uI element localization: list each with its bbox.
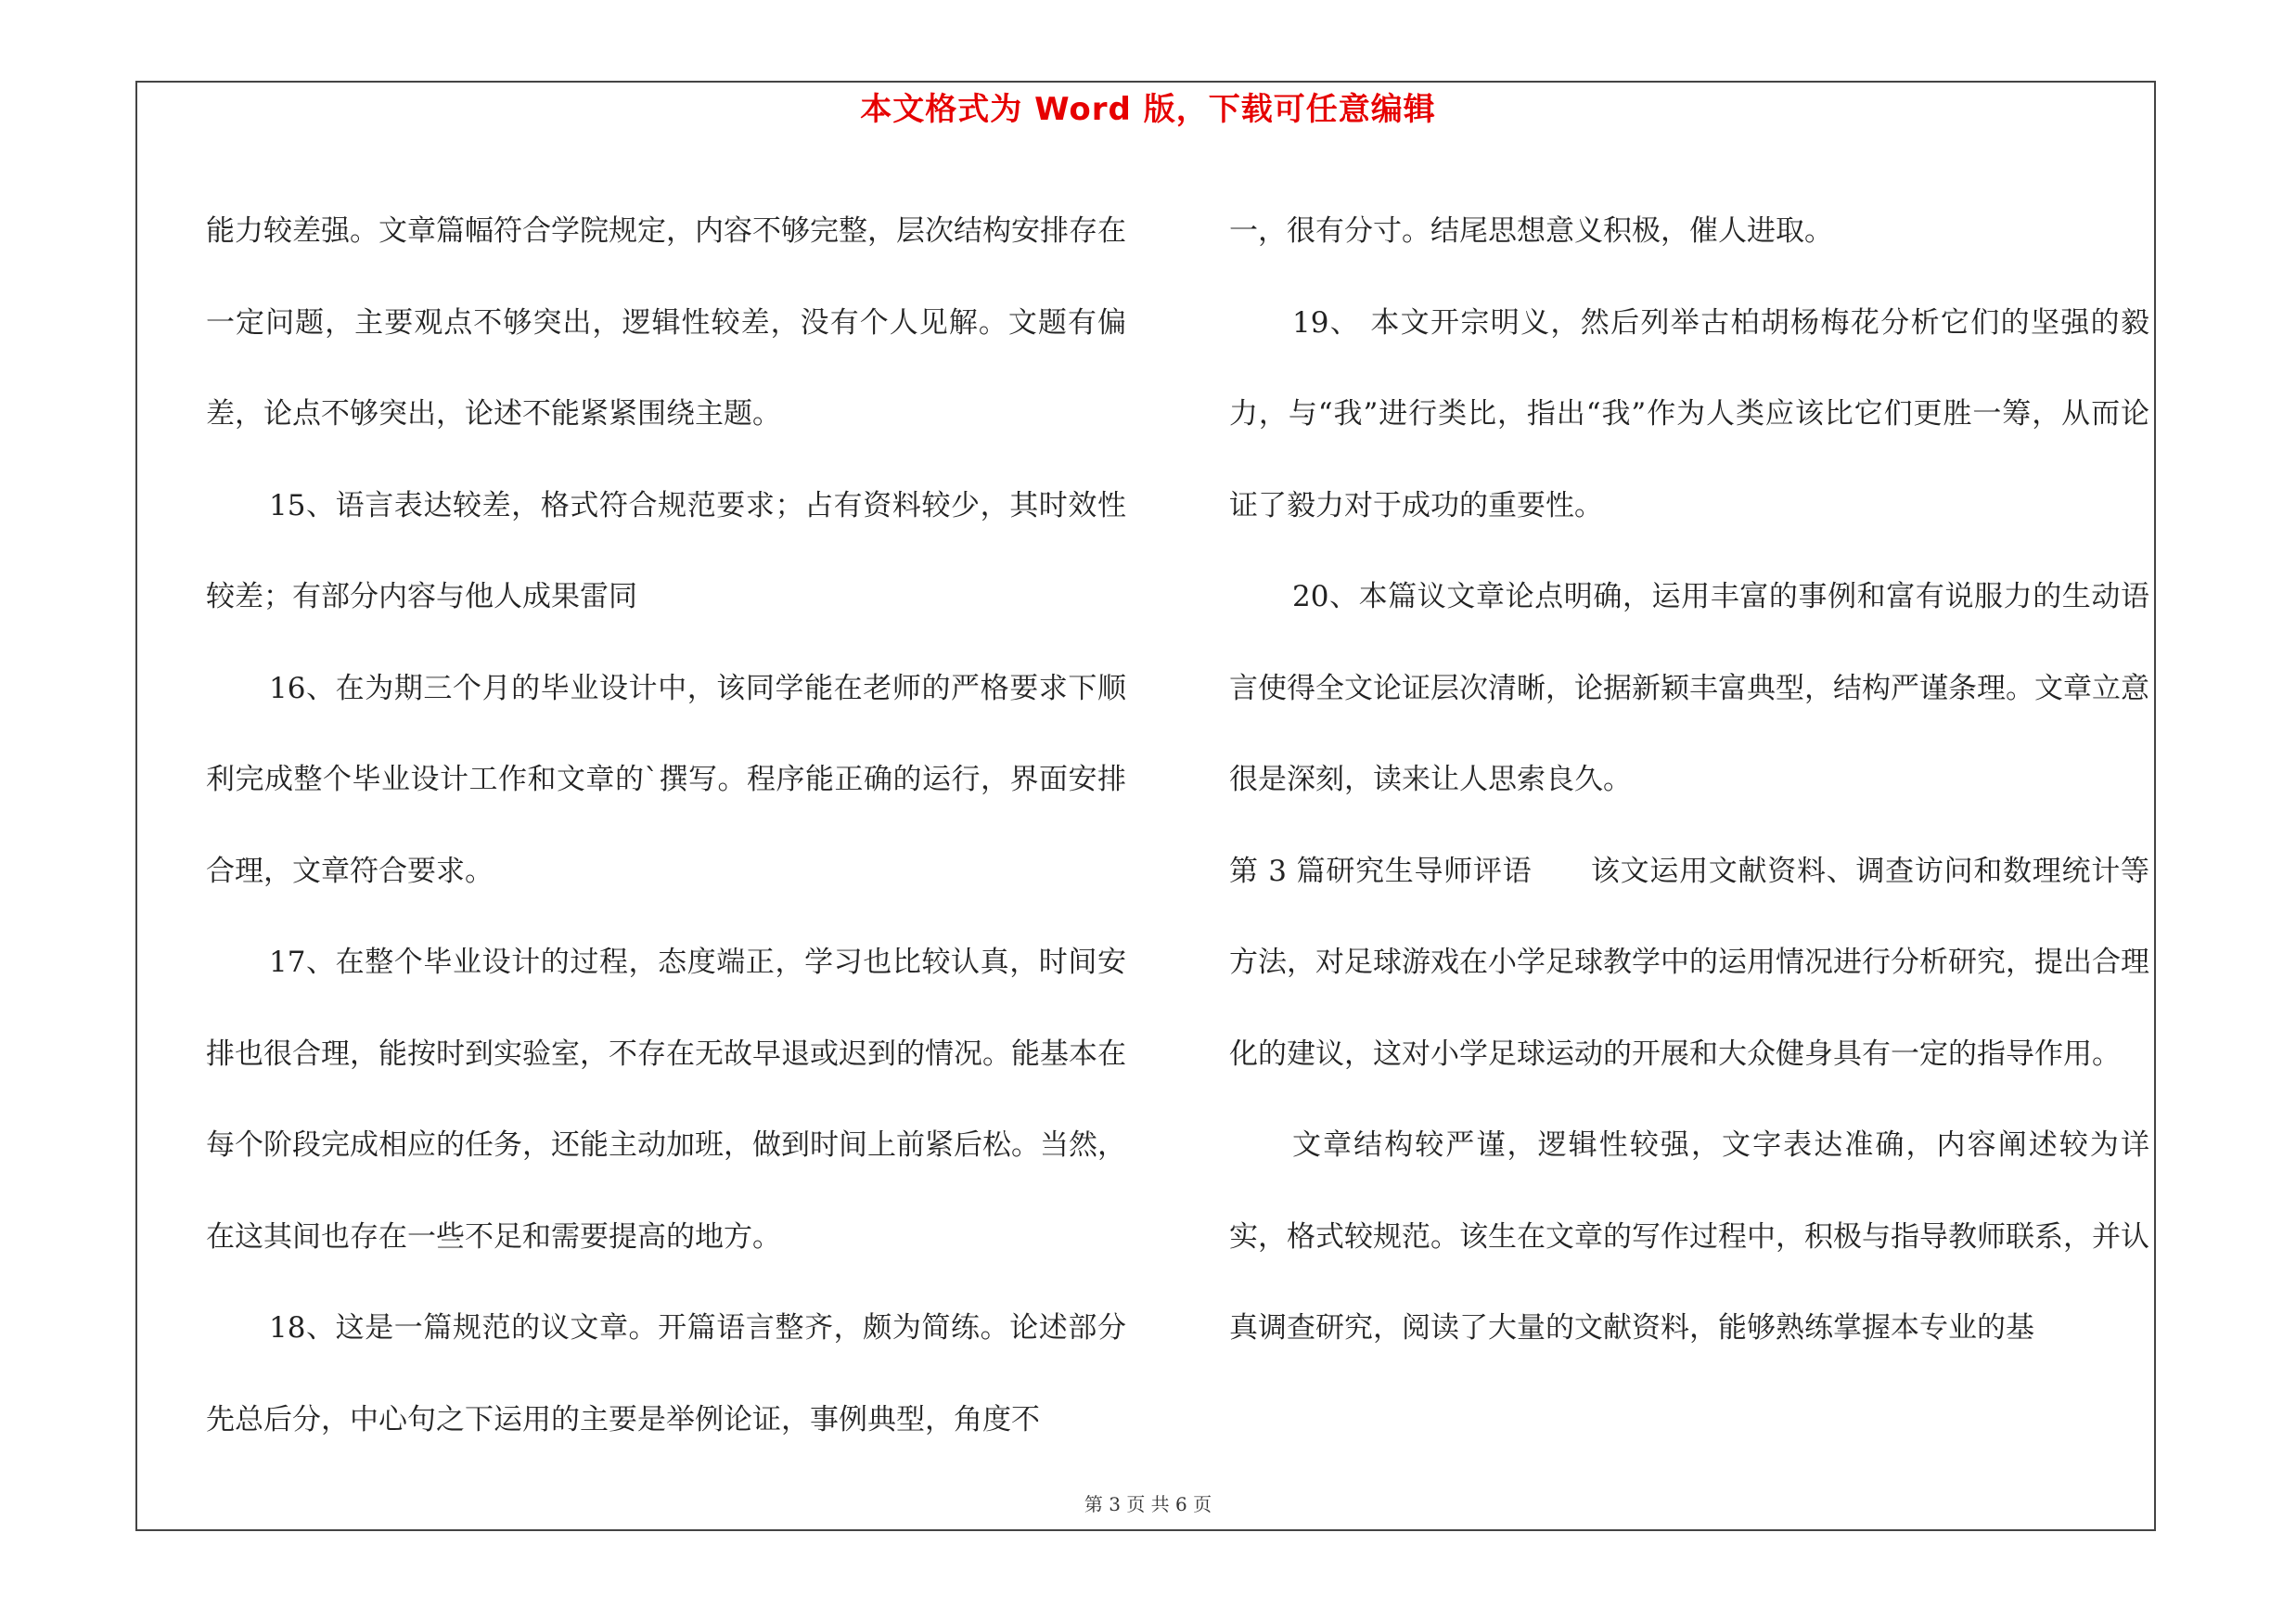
right-column	[1229, 186, 2149, 1374]
paragraph-18: 18、这是一篇规范的议文章。开篇语言整齐，颇为简练。论述部分先总后分，中心句之下运用的主要是举例论证，事例典型，角度不	[206, 1311, 1126, 1436]
paragraph-17: 17、在整个毕业设计的过程，态度端正，学习也比较认真，时间安排也很合理，能按时到实验室，不存在无故早退或迟到的情况。能基本在每个阶段完成相应的任务，还能主动加班，做到时间上前紧后松。当然，在这其间也存在一些不足和需要提高的地方。	[206, 946, 1126, 1254]
paragraph-20: 20、本篇议文章论点明确，运用丰富的事例和富有说服力的生动语言使得全文论证层次清晰，论据新颖丰富典型，结构严谨条理。文章立意很是深刻，读来让人思索良久。	[1229, 580, 2149, 796]
left-column	[206, 186, 1126, 1465]
paragraph-18-continued: 一，很有分寸。结尾思想意义积极，催人进取。	[1229, 214, 1833, 248]
page-number-footer: 第 3 页 共 6 页	[1084, 1493, 1212, 1515]
paragraph-structure: 文章结构较严谨，逻辑性较强，文字表达准确，内容阐述较为详实，格式较规范。该生在文章的写作过程中，积极与指导教师联系，并认真调查研究，阅读了大量的文献资料，能够熟练掌握本专业的基	[1229, 1128, 2149, 1345]
paragraph-section-3: 第 3 篇研究生导师评语 该文运用文献资料、调查访问和数理统计等方法，对足球游戏在小学足球教学中的运用情况进行分析研究，提出合理化的建议，这对小学足球运动的开展和大众健身具有一定的指导作用。	[1229, 854, 2149, 1071]
paragraph-continued: 能力较差强。文章篇幅符合学院规定，内容不够完整，层次结构安排存在一定问题，主要观点不够突出，逻辑性较差，没有个人见解。文题有偏差，论点不够突出，论述不能紧紧围绕主题。	[206, 214, 1126, 431]
paragraph-16: 16、在为期三个月的毕业设计中，该同学能在老师的严格要求下顺利完成整个毕业设计工作和文章的`撰写。程序能正确的运行，界面安排合理，文章符合要求。	[206, 671, 1126, 888]
format-banner: 本文格式为 Word 版，下载可任意编辑	[860, 91, 1436, 128]
paragraph-15: 15、语言表达较差，格式符合规范要求；占有资料较少，其时效性较差；有部分内容与他人成果雷同	[206, 488, 1126, 613]
paragraph-19: 19、 本文开宗明义，然后列举古柏胡杨梅花分析它们的坚强的毅力，与“我”进行类比，指出“我”作为人类应该比它们更胜一筹，从而论证了毅力对于成功的重要性。	[1229, 305, 2149, 522]
